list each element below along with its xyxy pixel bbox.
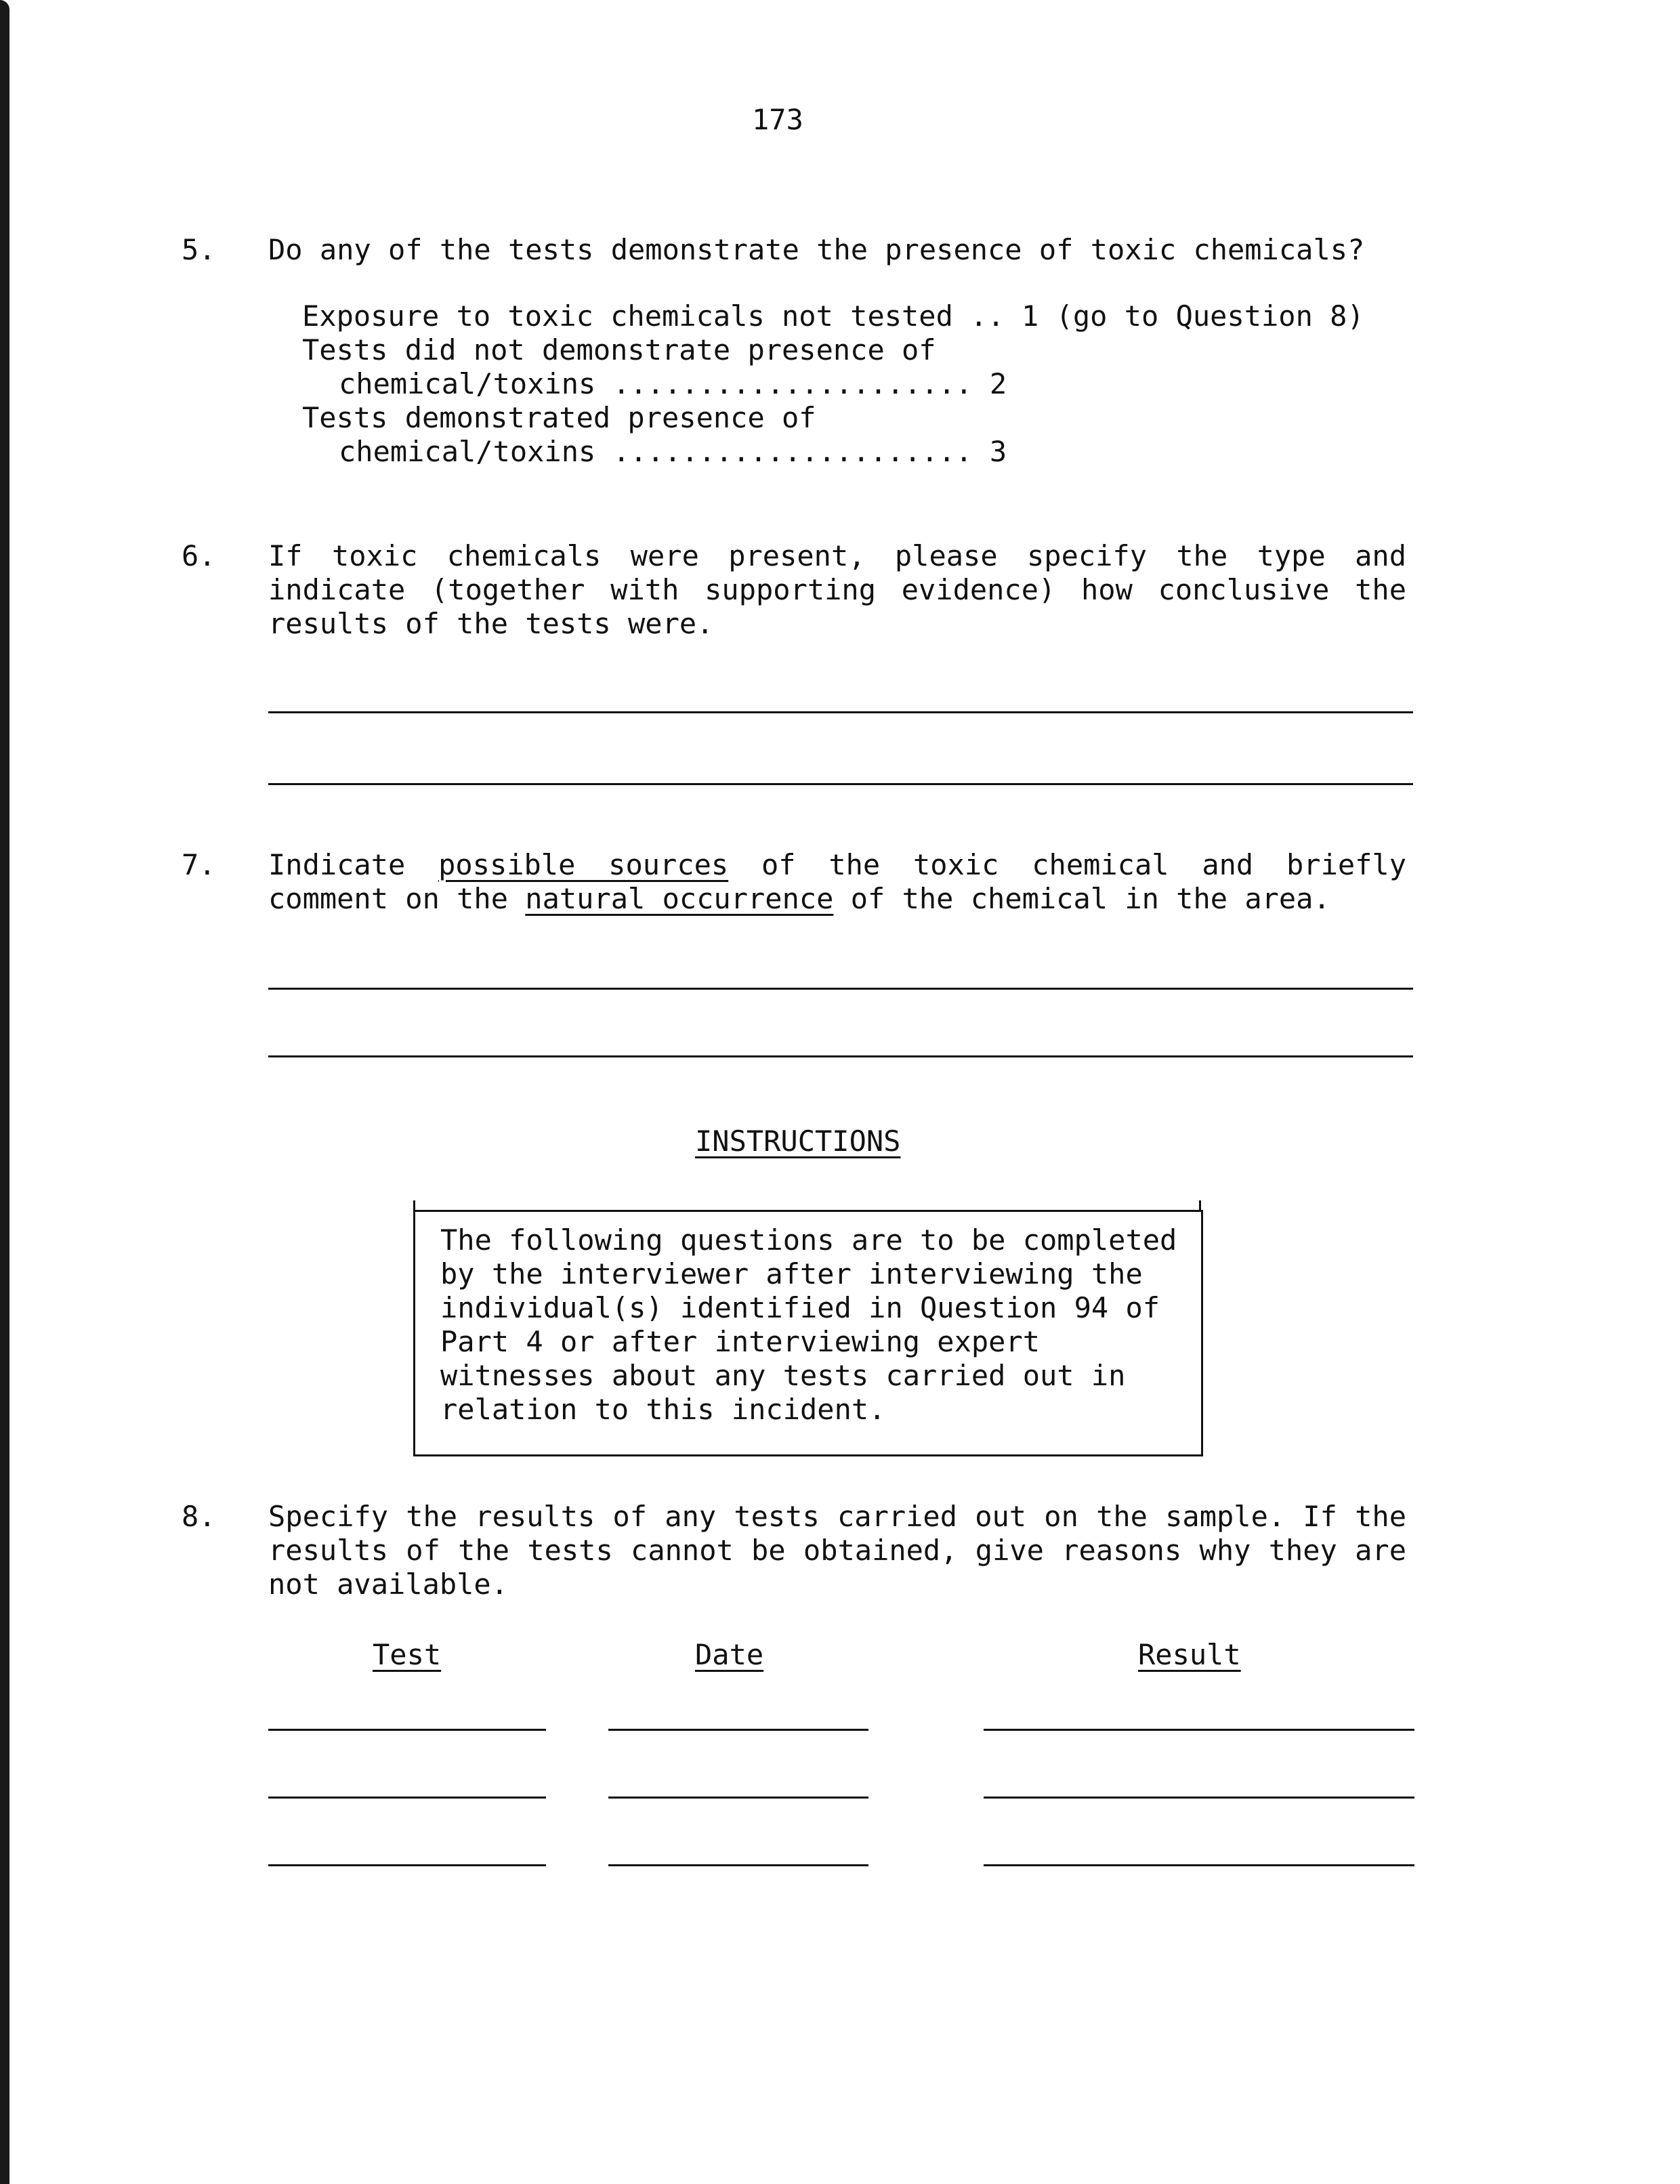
question-8-text: Specify the results of any tests carried out on the sample. If the results of the tests cannot be obtained, give reasons why they are not available. <box>268 1500 1406 1601</box>
result-answer-line-2[interactable] <box>984 1797 1414 1799</box>
answer-line-7a[interactable] <box>268 988 1413 990</box>
question-6-number: 6. <box>182 539 216 572</box>
question-5-text: Do any of the tests demonstrate the presence of toxic chemicals? <box>268 233 1365 266</box>
result-answer-line-3[interactable] <box>984 1864 1414 1866</box>
question-7-text-e: of the chemical in the area. <box>833 882 1330 915</box>
test-answer-line-2[interactable] <box>268 1797 546 1799</box>
question-7-text <box>268 848 1406 916</box>
answer-line-6a[interactable] <box>268 711 1413 713</box>
question-5-option-2-line1: Tests did not demonstrate presence of <box>302 333 936 366</box>
natural-occurrence-underlined: natural occurrence <box>525 882 834 915</box>
question-7-number: 7. <box>182 848 216 881</box>
test-answer-line-3[interactable] <box>268 1864 546 1866</box>
question-5-number: 5. <box>182 233 216 266</box>
question-5-option-3-line2: chemical/toxins ..................... 3 <box>339 435 1007 468</box>
date-answer-line-1[interactable] <box>608 1729 868 1731</box>
column-header-result: Result <box>1138 1638 1241 1671</box>
date-answer-line-2[interactable] <box>608 1797 868 1799</box>
question-6-text: If toxic chemicals were present, please specify the type and indicate (together with supporting evidence) how conclusive the results of the tests were. <box>268 539 1406 640</box>
possible-sources-underlined: possible sources <box>438 848 729 881</box>
question-5-option-1: Exposure to toxic chemicals not tested .. 1 (go to Question 8) <box>302 299 1364 333</box>
answer-line-6b[interactable] <box>268 783 1413 785</box>
test-answer-line-1[interactable] <box>268 1729 546 1731</box>
scan-page-edge <box>0 0 9 2184</box>
question-5-option-2-line2: chemical/toxins ..................... 2 <box>339 367 1007 400</box>
question-5-option-3-line1: Tests demonstrated presence of <box>302 401 816 434</box>
question-7-text-c: of the toxic chemical and briefly comment on the <box>268 848 1406 915</box>
column-header-date: Date <box>695 1638 764 1671</box>
question-7-text-a: Indicate <box>268 848 439 881</box>
instructions-heading: INSTRUCTIONS <box>695 1125 901 1158</box>
answer-line-7b[interactable] <box>268 1055 1413 1057</box>
column-header-test: Test <box>373 1638 442 1671</box>
date-answer-line-3[interactable] <box>608 1864 868 1866</box>
page-number: 173 <box>752 103 803 136</box>
result-answer-line-1[interactable] <box>984 1729 1414 1731</box>
instructions-box-text: The following questions are to be completed by the interviewer after interviewing the individual(s) identified in Question 94 of Part 4 or after interviewing expert witnesses about any tests carried out in relation to this incident. <box>440 1223 1177 1426</box>
question-8-number: 8. <box>182 1500 216 1533</box>
